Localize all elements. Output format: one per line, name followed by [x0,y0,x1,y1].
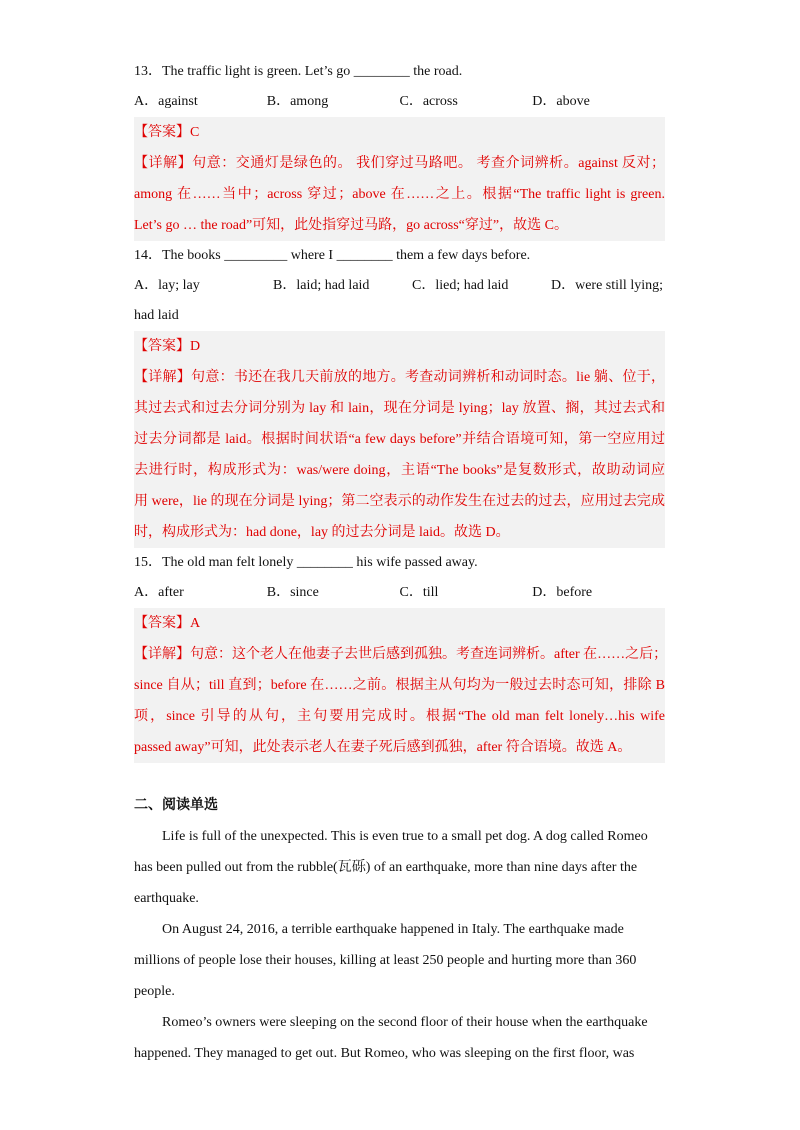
q13-option-c: C．across [399,94,458,109]
q14-stem: 14．The books _________ where I ________ them a few days before. [134,248,531,263]
q14-explain-line: 时，构成形式为：had done，lay 的过去分词是 laid。故选 D。 [134,525,510,540]
q15-explain-line: passed away”可知，此处表示老人在妻子死后感到孤独，after 符合语境。故选 A。 [134,740,632,755]
q13-options [134,87,665,117]
q13-explain-line: 【详解】句意：交通灯是绿色的。 我们穿过马路吧。 考查介词辨析。against 反对； [134,156,665,171]
q13-stem: 13．The traffic light is green. Let’s go ________ the road. [134,64,463,79]
passage-line: has been pulled out from the rubble(瓦砾) of an earthquake, more than nine days after the [134,860,638,875]
section-title: 二、阅读单选 [134,798,218,813]
q15-options [134,578,665,608]
q14-answer-box [134,331,665,548]
q13-option-a: A．against [134,94,198,109]
passage-paragraph [134,914,665,1007]
q15-explain-line: 项，since 引导的从句，主句要用完成时。根据“The old man felt lonely…his wife [134,709,665,724]
q14-explain-line: 过去分词都是 laid。根据时间状语“a few days before”并结合语境可知，第一空应用过 [134,432,665,447]
q14-option-a: A．lay; lay [134,278,200,293]
passage-line: millions of people lose their houses, killing at least 250 people and hurting more than 360 [134,953,637,968]
passage-line: Romeo’s owners were sleeping on the second floor of their house when the earthquake [162,1015,648,1030]
document-page [134,57,668,1069]
passage-paragraph [134,1007,665,1069]
q15-option-a: A．after [134,585,184,600]
passage-line: earthquake. [134,891,199,906]
q15-explain-line: 【详解】句意：这个老人在他妻子去世后感到孤独。考查连词辨析。after 在……之后； [134,647,668,662]
passage-line: people. [134,984,175,999]
q15-option-d: D．before [532,585,593,600]
q14-option-b: B．laid; had laid [273,278,370,293]
q14-explain-line: 去进行时，构成形式为：was/were doing，主语“The books”是复数形式，故助动词应 [134,463,665,478]
q15-explain-line: since 自从；till 直到；before 在……之前。根据主从句均为一般过去时态可知，排除 B [134,678,665,693]
passage-line: Life is full of the unexpected. This is even true to a small pet dog. A dog called Romeo [162,829,648,844]
q13-explain-line: among 在……当中；across 穿过；above 在……之上。根据“The traffic light is green. [134,187,665,202]
q13-option-d: D．above [532,94,590,109]
q15-answer: 【答案】A [134,616,201,631]
passage-line: On August 24, 2016, a terrible earthquake happened in Italy. The earthquake made [162,922,624,937]
passage-line: happened. They managed to get out. But Romeo, who was sleeping on the first floor, was [134,1046,635,1061]
q15-answer-box [134,608,668,763]
q15-option-c: C．till [399,585,439,600]
q13-explain-line: Let’s go … the road”可知，此处指穿过马路，go across“穿过”，故选 C。 [134,218,568,233]
q14-explain-line: 其过去式和过去分词分别为 lay 和 lain，现在分词是 lying；lay 放置、搁，其过去式和 [134,401,665,416]
q14-option-c: C．lied; had laid [412,278,509,293]
q13-answer: 【答案】C [134,125,200,140]
q14-options [134,271,665,301]
passage-paragraph [134,821,665,914]
q13-answer-box [134,117,665,241]
q14-answer: 【答案】D [134,339,201,354]
q14-explain-line: 用 were，lie 的现在分词是 lying；第二空表示的动作发生在过去的过去，应用过去完成 [134,494,665,509]
q15-stem: 15．The old man felt lonely ________ his wife passed away. [134,555,478,570]
q14-option-d-cont: had laid [134,308,179,323]
q14-explain-line: 【详解】句意：书还在我几天前放的地方。考查动词辨析和动词时态。lie 躺、位于， [134,370,665,385]
q13-option-b: B．among [266,94,329,109]
q15-option-b: B．since [266,585,319,600]
q14-option-d: D．were still lying; [551,278,663,293]
